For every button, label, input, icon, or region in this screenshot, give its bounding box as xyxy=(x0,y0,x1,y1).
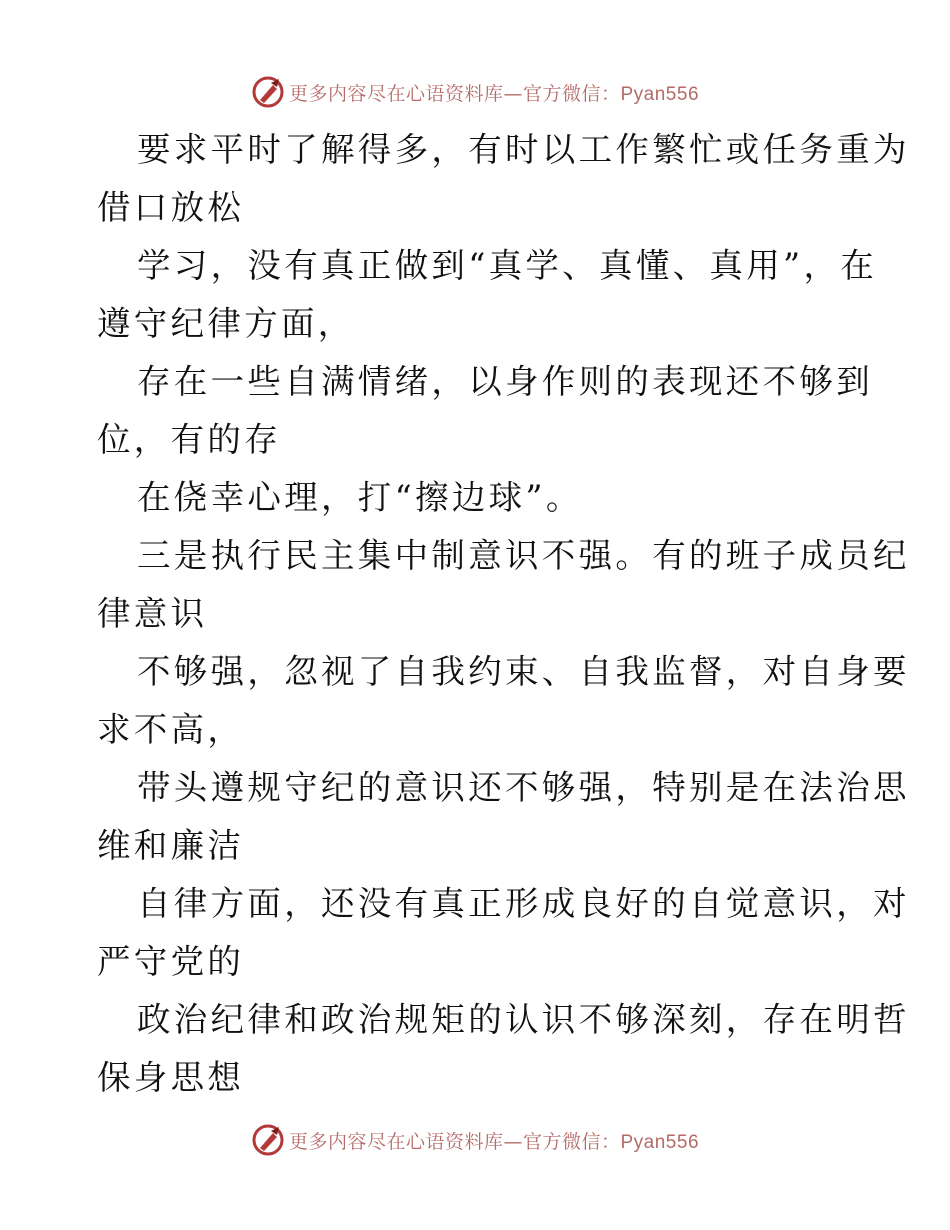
text-line: 带头遵规守纪的意识还不够强，特别是在法治思 xyxy=(137,768,910,807)
header-banner-dash: — xyxy=(503,82,523,105)
text-line: 求不高， xyxy=(97,710,245,749)
pen-logo-icon xyxy=(251,75,285,109)
text-line: 维和廉洁 xyxy=(97,826,245,865)
header-banner xyxy=(0,72,950,112)
text-line: 政治纪律和政治规矩的认识不够深刻，存在明哲 xyxy=(137,1000,910,1039)
text-line: 学习，没有真正做到“真学、真懂、真用”，在 xyxy=(137,246,878,285)
pen-logo-icon xyxy=(251,1123,285,1157)
footer-banner-dash: — xyxy=(503,1130,523,1153)
text-line: 在侥幸心理，打“擦边球”。 xyxy=(137,478,583,517)
header-banner-main: 更多内容尽在心语资料库 xyxy=(288,82,504,105)
text-line: 不够强，忽视了自我约束、自我监督，对自身要 xyxy=(137,652,910,691)
text-line: 严守党的 xyxy=(97,942,245,981)
text-line: 保身思想 xyxy=(97,1058,245,1097)
footer-banner-text xyxy=(289,1127,699,1154)
text-line: 位，有的存 xyxy=(97,420,281,459)
text-line: 借口放松 xyxy=(97,188,245,227)
footer-banner xyxy=(0,1120,950,1160)
text-line: 律意识 xyxy=(97,594,208,633)
text-line: 要求平时了解得多，有时以工作繁忙或任务重为 xyxy=(137,130,910,169)
header-banner-wechat: 官方微信：Pyan556 xyxy=(523,83,700,105)
footer-banner-wechat: 官方微信：Pyan556 xyxy=(523,1131,700,1153)
text-line: 遵守纪律方面， xyxy=(97,304,355,343)
text-line: 三是执行民主集中制意识不强。有的班子成员纪 xyxy=(137,536,910,575)
text-line: 存在一些自满情绪，以身作则的表现还不够到 xyxy=(137,362,873,401)
text-line: 自律方面，还没有真正形成良好的自觉意识，对 xyxy=(137,884,910,923)
document-body xyxy=(97,121,910,1107)
header-banner-text xyxy=(289,79,699,106)
footer-banner-main: 更多内容尽在心语资料库 xyxy=(288,1130,504,1153)
